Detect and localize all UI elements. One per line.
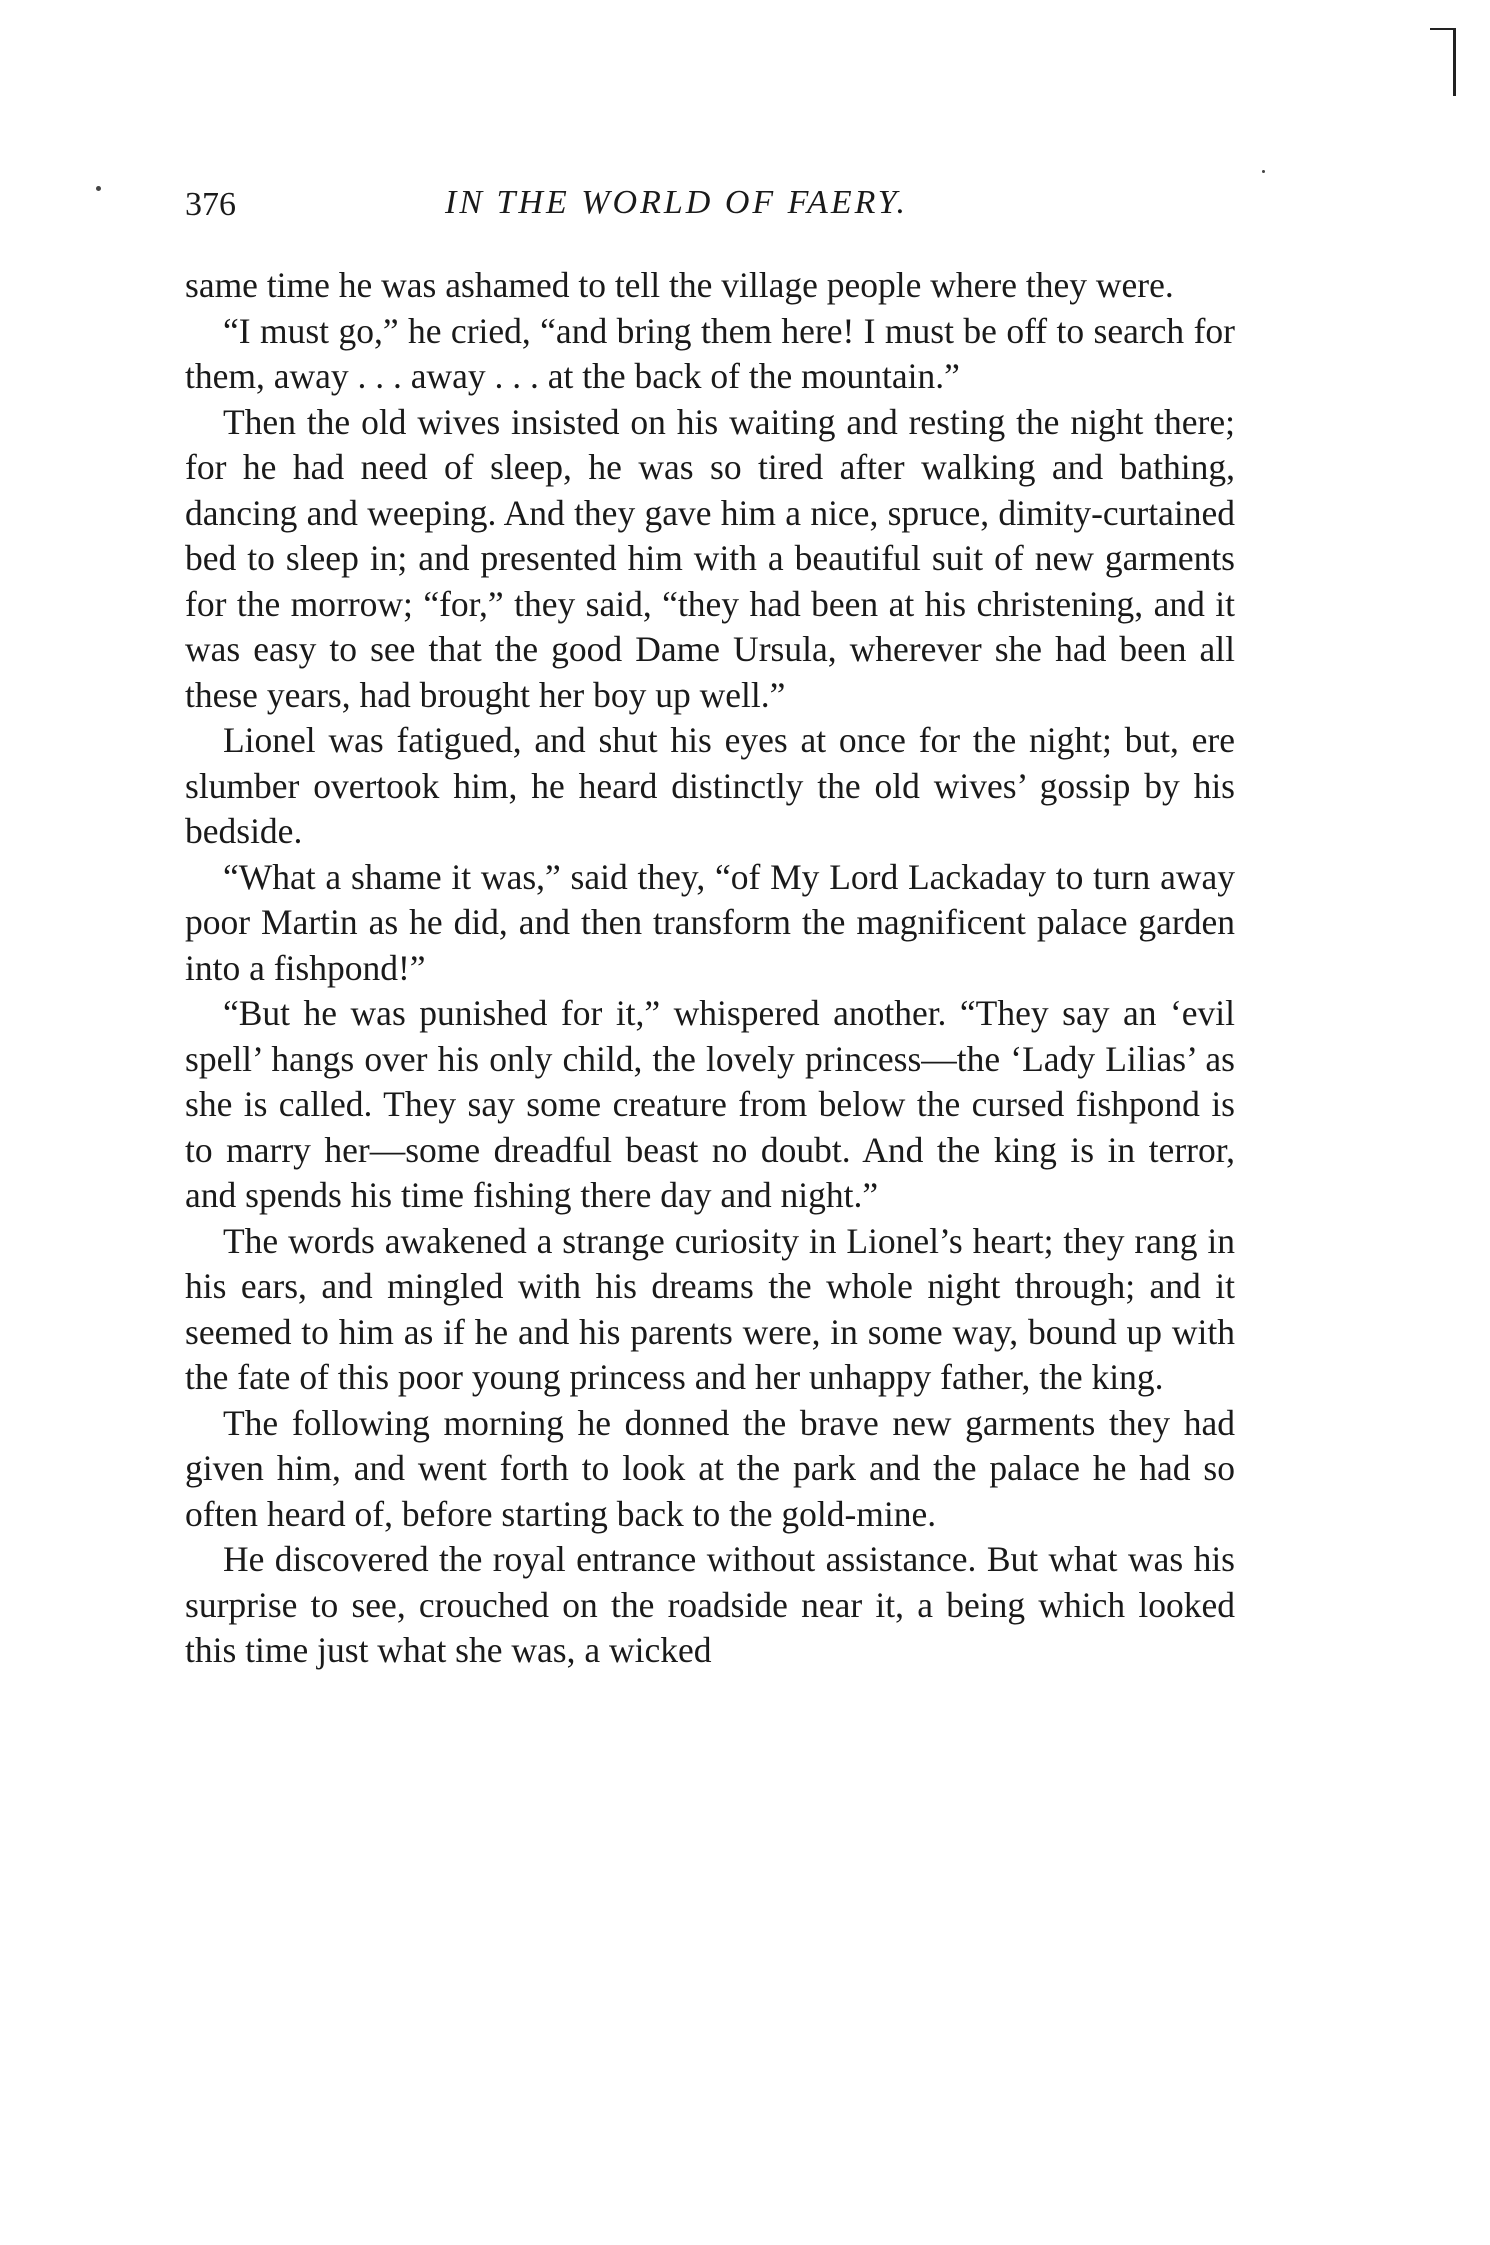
paragraph: same time he was ashamed to tell the village people where they were.	[185, 265, 1174, 305]
paragraph: “What a shame it was,” said they, “of My Lord Lackaday to turn away poor Martin as he did, and then transform the magnificent palace garden into a fishpond!”	[185, 856, 1235, 988]
paragraph: The following morning he donned the brave new garments they had given him, and went forth to look at the park and the palace he had so often heard of, before starting back to the gold-mine.	[185, 1402, 1235, 1534]
paragraph: The words awakened a strange curiosity in Lionel’s heart; they rang in his ears, and mingled with his dreams the whole night through; and it seemed to him as if he and his parents were, in some way, bound up with the fate of this poor young princess and her unhappy father, the king.	[185, 1220, 1235, 1397]
body-text	[185, 263, 1235, 1674]
page-header	[185, 180, 1235, 230]
page-number: 376	[185, 186, 236, 223]
paragraph: He discovered the royal entrance without assistance. But what was his surprise to see, crouched on the roadside near it, a being which looked this time just what she was, a wicked	[185, 1539, 1235, 1670]
paragraph: “I must go,” he cried, “and bring them here! I must be off to search for them, away . . . away . . . at the back of the mountain.”	[185, 310, 1235, 396]
paragraph: “But he was punished for it,” whispered another. “They say an ‘evil spell’ hangs over his only child, the lovely princess—the ‘Lady Lilias’ as she is called. They say some creature from below the cursed fishpond is to marry her—some dreadful beast no doubt. And the king is in terror, and spends his time fishing there day and night.”	[185, 993, 1235, 1215]
page-edge-mark	[1430, 28, 1456, 96]
paragraph: Then the old wives insisted on his waiting and resting the night there; for he had need of sleep, he was so tired after walking and bathing, dancing and weeping. And they gave him a nice, spruce, dimity-curtained bed to sleep in; and presented him with a beautiful suit of new garments for the morrow; “for,” they said, “they had been at his christening, and it was easy to see that the good Dame Ursula, wherever she had been all these years, had brought her boy up well.”	[185, 401, 1235, 715]
paragraph: Lionel was fatigued, and shut his eyes at once for the night; but, ere slumber overtook him, he heard distinctly the old wives’ gossip by his bedside.	[185, 720, 1235, 851]
ink-speck	[96, 186, 101, 191]
ink-speck	[1262, 170, 1265, 173]
running-title: IN THE WORLD OF FAERY.	[445, 184, 909, 221]
